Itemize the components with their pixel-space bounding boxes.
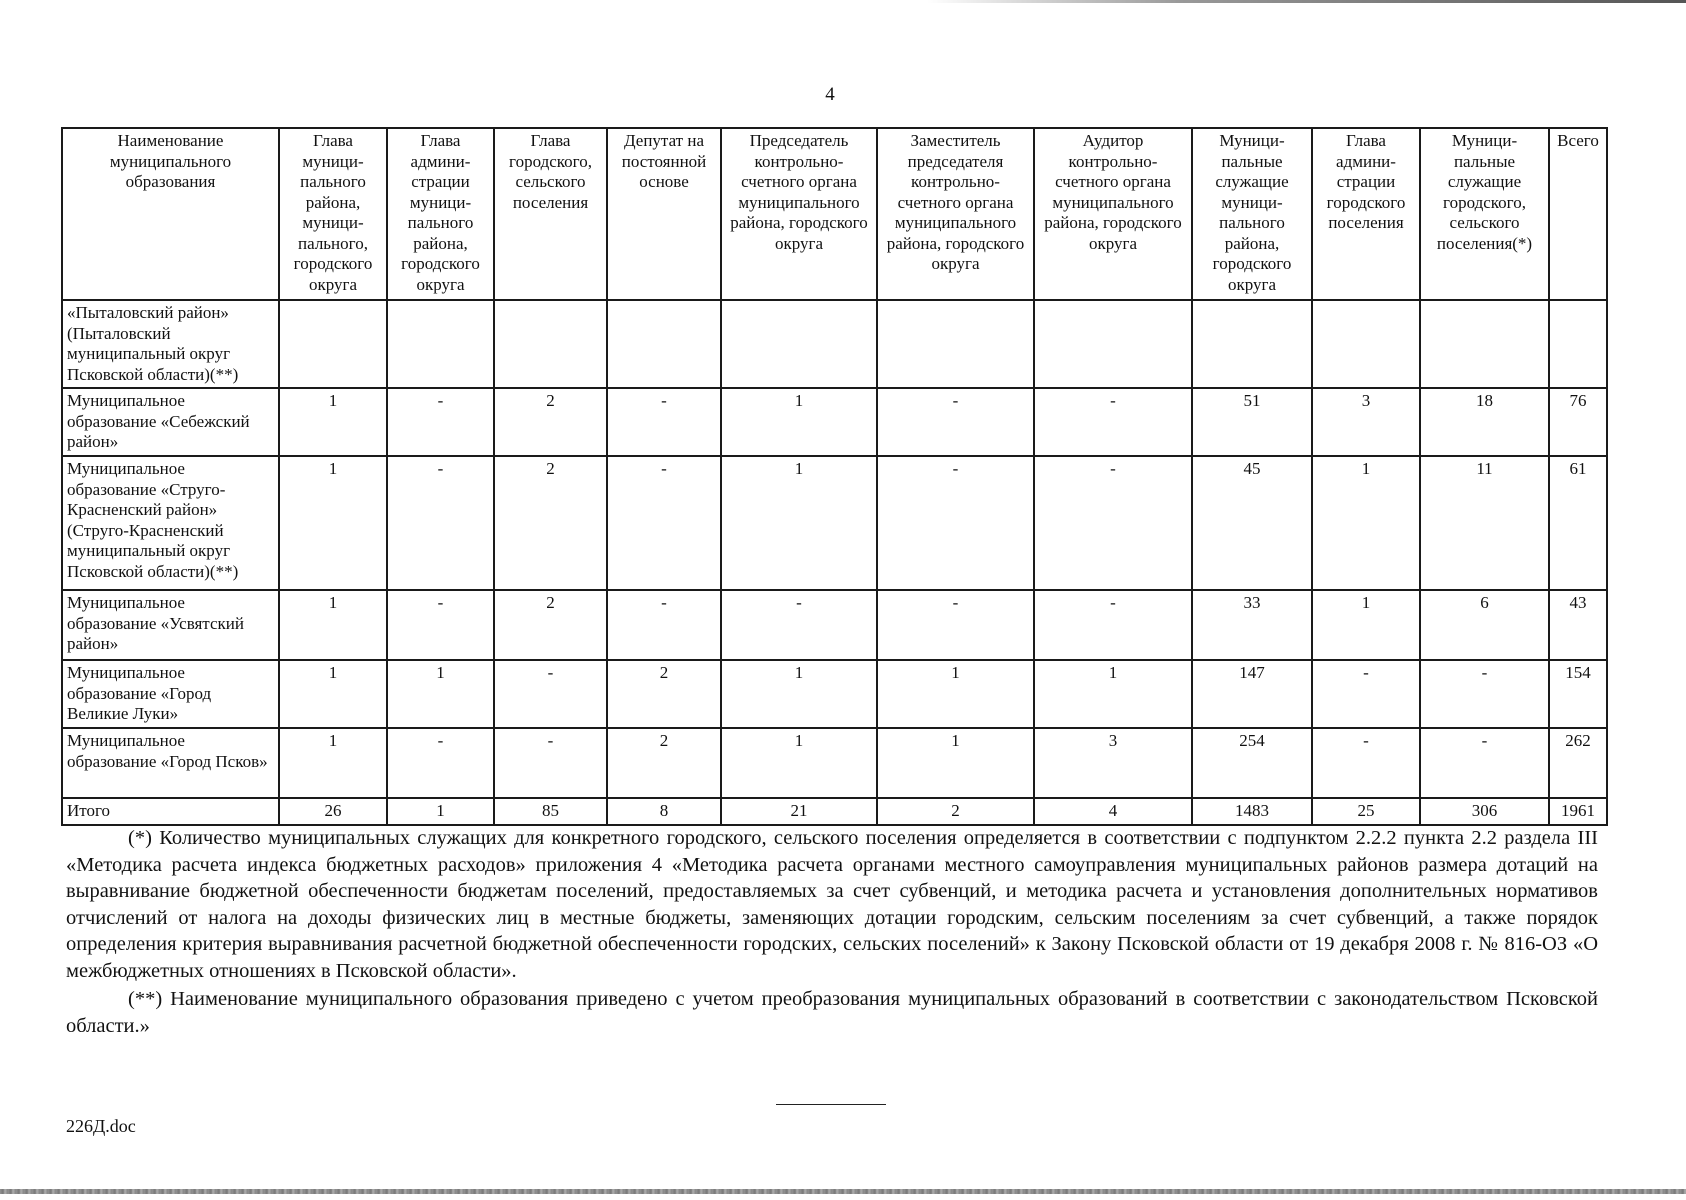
table-cell: - (1420, 660, 1549, 728)
header-cell: Глава городского, сельского поселения (494, 128, 607, 300)
row-name-cell: Муниципальное образование «Струго-Красненский район» (Струго-Красненский муниципальный округ Псковской области)(**) (62, 456, 279, 590)
table-row (62, 728, 1607, 798)
table-cell: 262 (1549, 728, 1607, 798)
header-cell: Аудитор контрольно-счетного органа муниципального района, городского округа (1034, 128, 1192, 300)
table-cell: 2 (607, 728, 721, 798)
table-cell: 254 (1192, 728, 1312, 798)
table-cell: - (1420, 728, 1549, 798)
table-cell: 1483 (1192, 798, 1312, 825)
table-cell: 1 (721, 728, 877, 798)
table-cell: - (387, 590, 494, 660)
table-cell: 45 (1192, 456, 1312, 590)
footnotes (66, 825, 1598, 1039)
table-cell: 26 (279, 798, 387, 825)
table-cell: 1 (279, 388, 387, 456)
document-filename: 226Д.doc (66, 1116, 136, 1136)
table-cell: 306 (1420, 798, 1549, 825)
table-cell: 2 (494, 388, 607, 456)
table-cell: 6 (1420, 590, 1549, 660)
table-cell: 18 (1420, 388, 1549, 456)
table-cell: 2 (494, 590, 607, 660)
table-cell: 147 (1192, 660, 1312, 728)
table-cell: 1 (279, 728, 387, 798)
table-cell: - (1034, 456, 1192, 590)
staffing-table (61, 127, 1608, 826)
table-cell: - (721, 590, 877, 660)
header-cell: Депутат на постоянной основе (607, 128, 721, 300)
table-cell: - (877, 590, 1034, 660)
table-row (62, 456, 1607, 590)
table-cell: 154 (1549, 660, 1607, 728)
table-cell: 1 (721, 456, 877, 590)
scan-edge-bottom (0, 1189, 1686, 1194)
table-cell: - (877, 388, 1034, 456)
table-cell: 1 (279, 456, 387, 590)
table-row (62, 590, 1607, 660)
table-cell: - (607, 456, 721, 590)
table-cell: 4 (1034, 798, 1192, 825)
table-cell: - (387, 456, 494, 590)
table-cell: 3 (1034, 728, 1192, 798)
table-cell: 2 (494, 456, 607, 590)
table-cell: - (494, 728, 607, 798)
table-cell: - (494, 660, 607, 728)
end-divider (776, 1104, 886, 1105)
table-cell (387, 300, 494, 388)
row-name-cell: Муниципальное образование «Усвятский район» (62, 590, 279, 660)
footnote-double-asterisk: (**) Наименование муниципального образования приведено с учетом преобразования муниципальных образований в соответствии с законодательством Псковской области.» (66, 988, 1598, 1037)
table-cell: 25 (1312, 798, 1420, 825)
table-cell (1549, 300, 1607, 388)
table-cell: 1 (721, 660, 877, 728)
footnote-single-asterisk: (*) Количество муниципальных служащих для конкретного городского, сельского поселения определяется в соответствии с подпунктом 2.2.2 пункта 2.2 раздела III «Методика расчета индекса бюджетных расходов» приложения 4 «Методика расчета органами местного самоуправления муниципальных районов размера дотаций на выравнивание бюджетной обеспеченности бюджетам поселений, предоставляемых за счет субвенций, и методика расчета и установления дополнительных нормативов отчислений от налога на доходы физических лиц в местные бюджеты, заменяющих дотации городским, сельским поселениям за счет субвенций, а также порядок определения критерия выравнивания расчетной бюджетной обеспеченности городских, сельских поселений» к Закону Псковской области от 19 декабря 2008 г. № 816-ОЗ «О межбюджетных отношениях в Псковской области». (66, 827, 1598, 982)
table-cell: 8 (607, 798, 721, 825)
table-cell (494, 300, 607, 388)
table-cell: 2 (877, 798, 1034, 825)
table-cell: - (607, 388, 721, 456)
table-cell: 1 (721, 388, 877, 456)
row-name-cell: Итого (62, 798, 279, 825)
header-cell: Председатель контрольно-счетного органа муниципального района, городского округа (721, 128, 877, 300)
table-header-row (62, 128, 1607, 300)
row-name-cell: Муниципальное образование «Себежский район» (62, 388, 279, 456)
header-cell: Глава муници-пального района, муници-пального, городского округа (279, 128, 387, 300)
header-cell: Заместитель председателя контрольно-счетного органа муниципального района, городского округа (877, 128, 1034, 300)
row-name-cell: Муниципальное образование «Город Великие Луки» (62, 660, 279, 728)
table-cell: 1961 (1549, 798, 1607, 825)
header-cell: Глава админи-страции городского поселения (1312, 128, 1420, 300)
table-cell (279, 300, 387, 388)
table-cell: - (1312, 660, 1420, 728)
table-cell: - (387, 388, 494, 456)
table-row (62, 300, 1607, 388)
table-cell: 1 (387, 798, 494, 825)
table-cell: 1 (279, 660, 387, 728)
table-cell: - (1034, 590, 1192, 660)
table-cell: 11 (1420, 456, 1549, 590)
header-cell: Муници-пальные служащие городского, сельского поселения(*) (1420, 128, 1549, 300)
table-cell: 1 (1312, 456, 1420, 590)
table-cell: 1 (877, 728, 1034, 798)
table-cell: 43 (1549, 590, 1607, 660)
table-cell: 1 (877, 660, 1034, 728)
row-name-cell: «Пыталовский район» (Пыталовский муниципальный округ Псковской области)(**) (62, 300, 279, 388)
table-cell: 2 (607, 660, 721, 728)
scan-edge-top (0, 0, 1686, 3)
table-cell: - (1312, 728, 1420, 798)
table-cell (721, 300, 877, 388)
table-cell (1420, 300, 1549, 388)
table-total-row (62, 798, 1607, 825)
table-cell (1312, 300, 1420, 388)
table-cell: 21 (721, 798, 877, 825)
header-cell: Глава админи-страции муници-пального района, городского округа (387, 128, 494, 300)
table-cell (1192, 300, 1312, 388)
table-cell: - (1034, 388, 1192, 456)
header-cell: Муници-пальные служащие муници-пального района, городского округа (1192, 128, 1312, 300)
table-cell (1034, 300, 1192, 388)
table-cell: 1 (387, 660, 494, 728)
table-row (62, 660, 1607, 728)
table-cell: 76 (1549, 388, 1607, 456)
table-cell: 85 (494, 798, 607, 825)
table-cell (607, 300, 721, 388)
row-name-cell: Муниципальное образование «Город Псков» (62, 728, 279, 798)
table-cell: - (607, 590, 721, 660)
header-cell: Наименование муниципального образования (62, 128, 279, 300)
table-cell: 1 (279, 590, 387, 660)
table-cell: 51 (1192, 388, 1312, 456)
page-number: 4 (825, 84, 835, 105)
header-cell: Всего (1549, 128, 1607, 300)
table-row (62, 388, 1607, 456)
table-cell: 1 (1034, 660, 1192, 728)
table-cell: 61 (1549, 456, 1607, 590)
table-cell: - (387, 728, 494, 798)
table-cell: 33 (1192, 590, 1312, 660)
table-cell: 3 (1312, 388, 1420, 456)
table-cell: - (877, 456, 1034, 590)
table-cell: 1 (1312, 590, 1420, 660)
table-cell (877, 300, 1034, 388)
